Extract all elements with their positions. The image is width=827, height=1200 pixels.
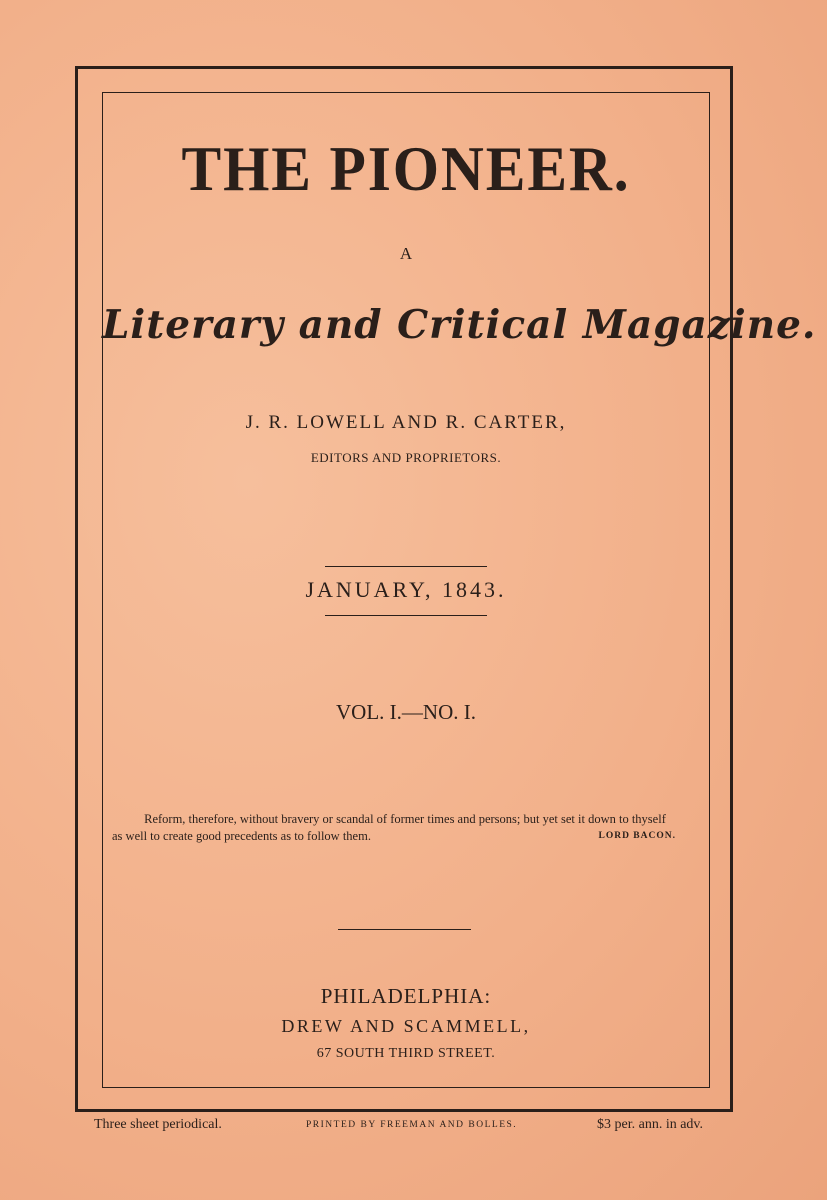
editors-role: EDITORS AND PROPRIETORS. [310, 450, 502, 465]
epigraph-author: LORD BACON. [598, 831, 676, 841]
title-article: A [399, 244, 413, 263]
imprint-publisher: DREW AND SCAMMELL, [281, 1016, 531, 1036]
magazine-title: THE PIONEER. [181, 133, 631, 204]
footer-price: $3 per. ann. in adv. [597, 1117, 704, 1132]
epigraph-line-2 [112, 828, 698, 845]
epigraph-line-2-text: as well to create good precedents as to follow them. [112, 829, 371, 843]
imprint-address: 67 SOUTH THIRD STREET. [316, 1046, 496, 1061]
footer-periodical-note: Three sheet periodical. [94, 1117, 222, 1132]
footer-printer: PRINTED BY FREEMAN AND BOLLES. [306, 1120, 518, 1130]
magazine-subtitle: Literary and Critical Magazine. [102, 302, 817, 348]
imprint-rule [338, 929, 471, 930]
date-rule-bottom [325, 615, 487, 616]
imprint-city: PHILADELPHIA: [320, 984, 492, 1008]
epigraph-line-1: Reform, therefore, without bravery or scandal of former times and persons; but yet set it down to thyself [144, 812, 666, 826]
issue-date: JANUARY, 1843. [305, 577, 507, 602]
date-rule-top [325, 566, 487, 567]
editors-names: J. R. LOWELL AND R. CARTER, [245, 412, 567, 433]
epigraph [112, 811, 698, 845]
volume-number: VOL. I.—NO. I. [336, 700, 476, 724]
